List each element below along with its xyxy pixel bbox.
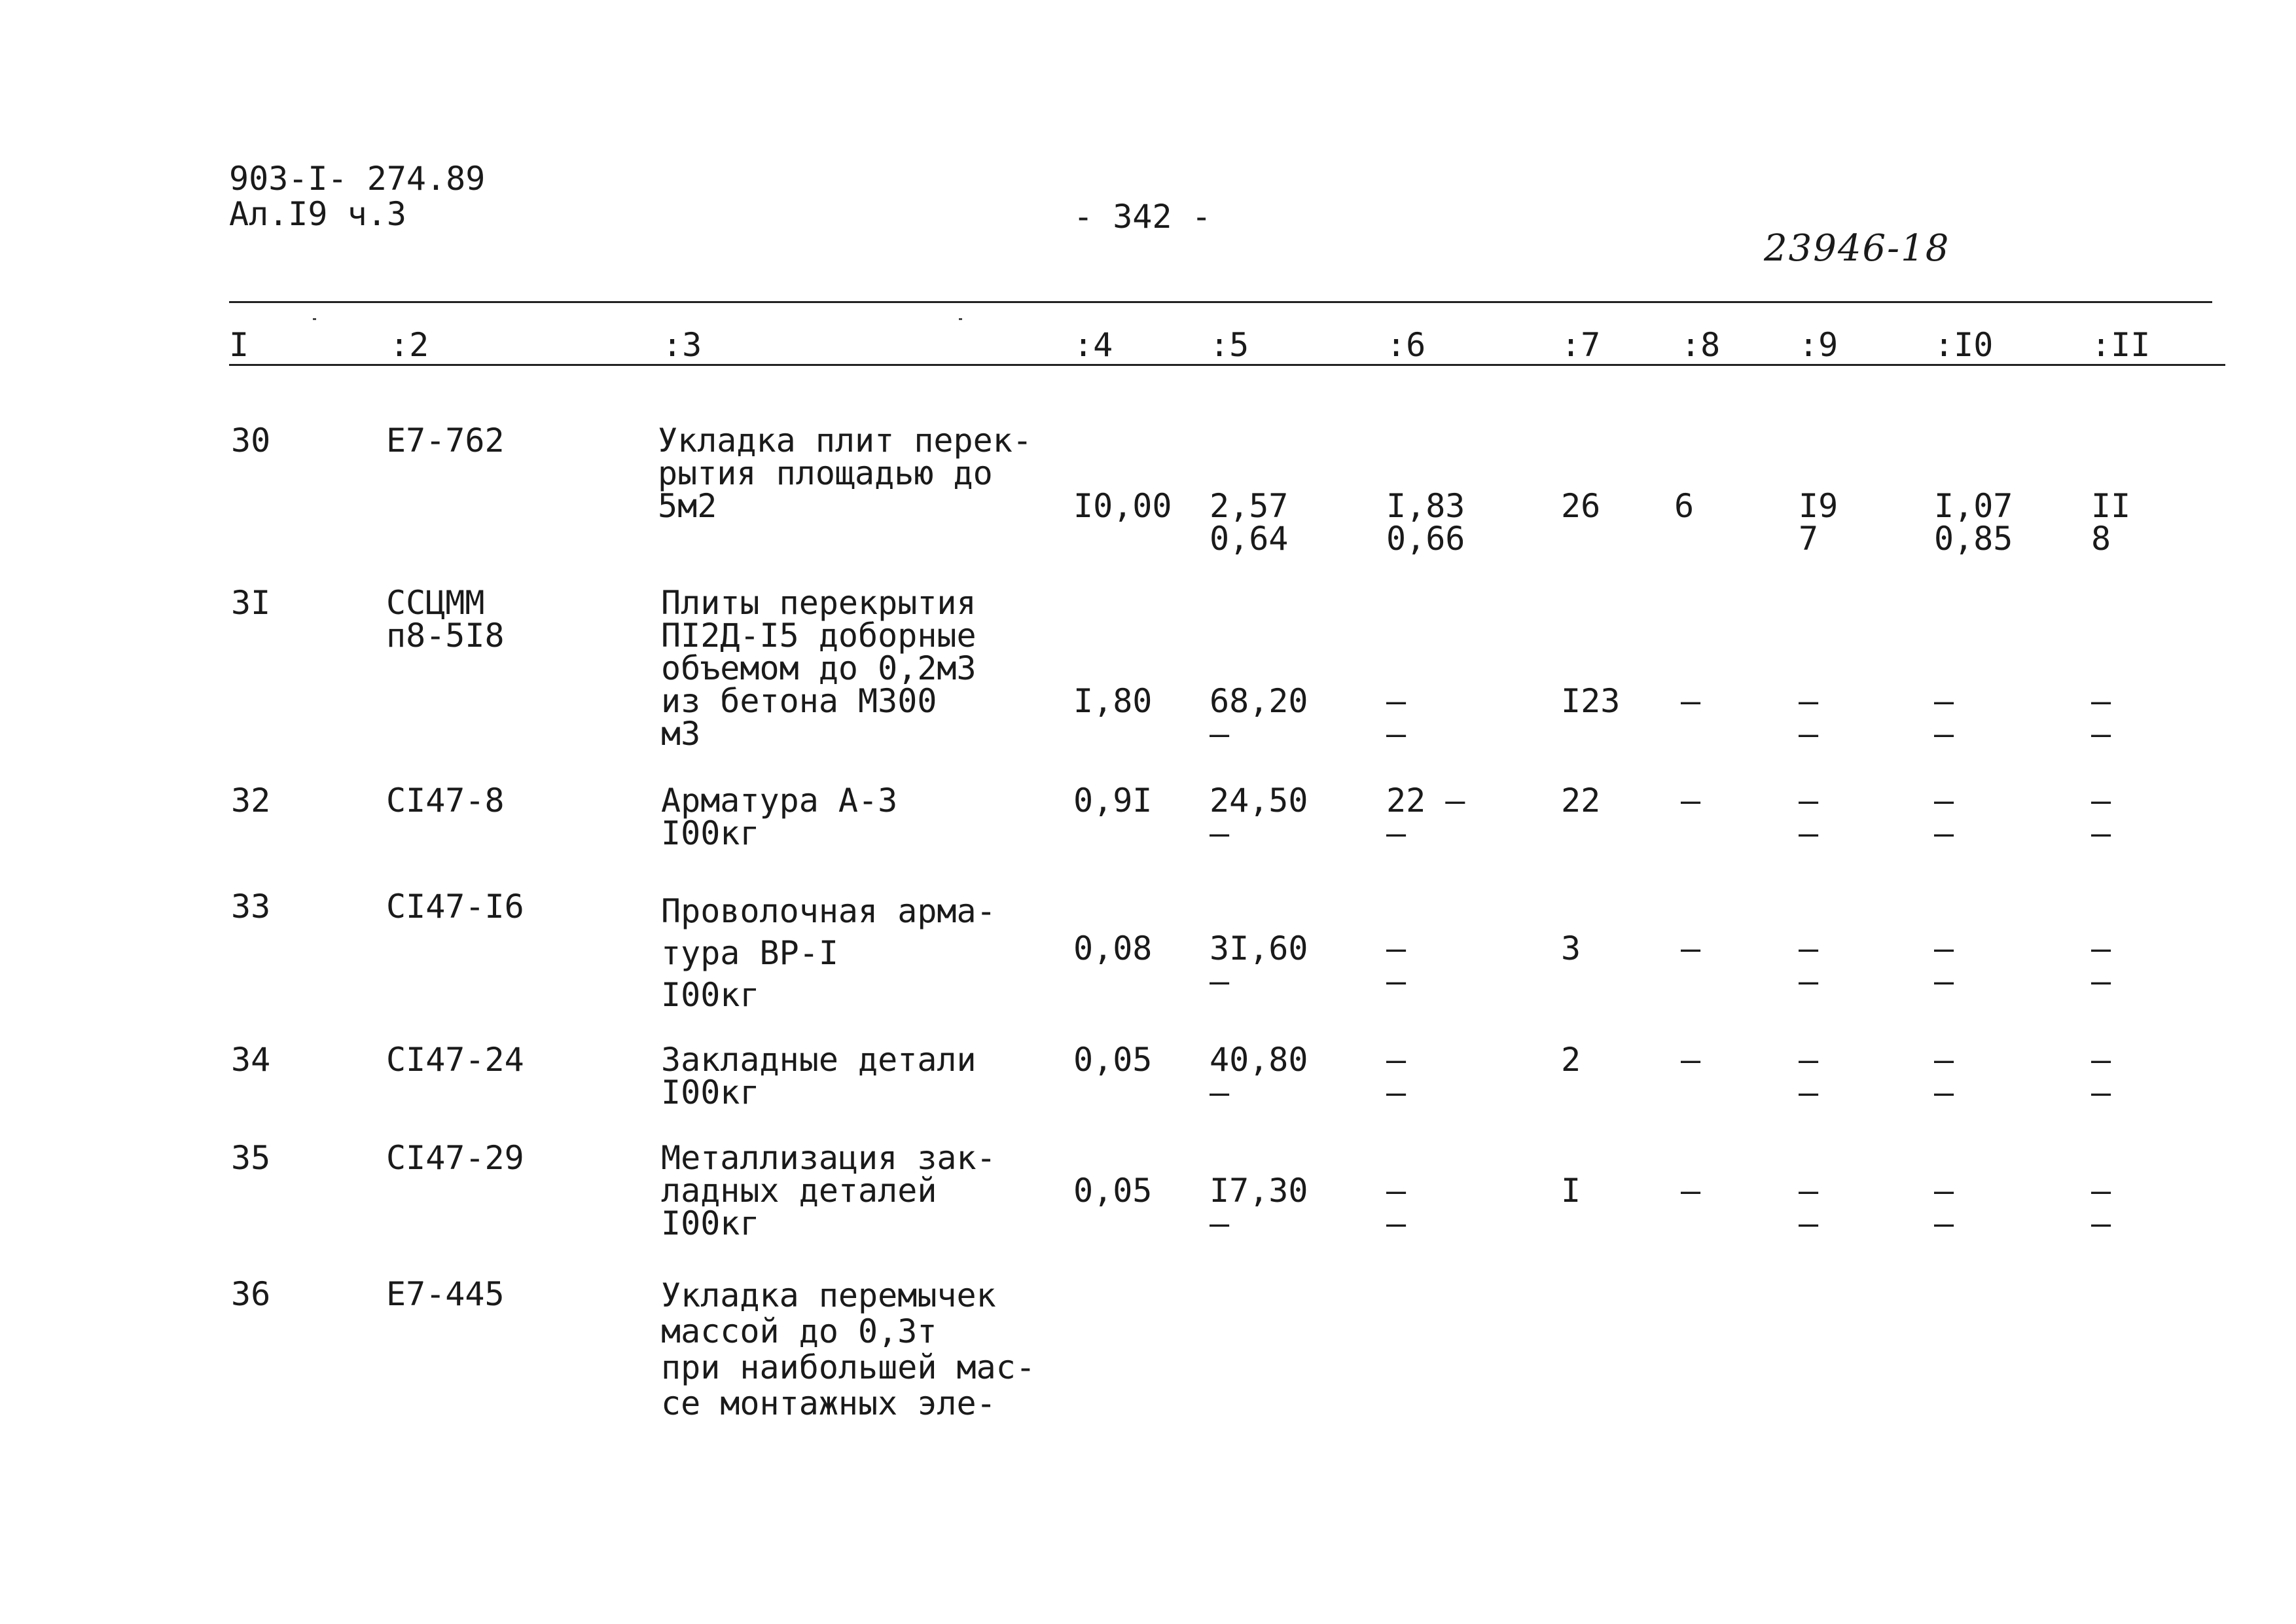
cell-col-11: – – <box>2091 1041 2111 1111</box>
column-header-5: :5 <box>1210 326 1249 364</box>
cell-col-9: – – <box>1799 1172 1819 1242</box>
scan-speck <box>313 318 316 320</box>
cell-col-8: – <box>1681 782 1701 820</box>
cell-col-9: – – <box>1799 682 1819 753</box>
row-number: 36 <box>231 1275 271 1313</box>
quantity: 0,05 <box>1073 1172 1153 1210</box>
cell-col-10: – – <box>1934 782 1954 852</box>
cell-col-8: – <box>1681 1172 1701 1210</box>
cell-col-5: 40,80 – <box>1210 1041 1308 1111</box>
quantity: 0,08 <box>1073 929 1153 967</box>
resource-code: СI47-I6 <box>386 888 524 926</box>
cell-col-8: – <box>1681 1041 1701 1079</box>
header-bottom-rule <box>229 364 2225 366</box>
cell-col-7: 22 <box>1561 782 1601 820</box>
work-description: Металлизация зак- ладных деталей I00кг <box>661 1139 996 1242</box>
row-number: 32 <box>231 782 271 820</box>
resource-code: Е7-762 <box>386 422 505 460</box>
cell-col-7: I <box>1561 1172 1581 1210</box>
cell-col-11: – – <box>2091 682 2111 753</box>
cell-col-10: I,07 0,85 <box>1934 487 2013 558</box>
cell-col-9: – – <box>1799 1041 1819 1111</box>
quantity: I0,00 <box>1073 487 1172 525</box>
column-header-6: :6 <box>1386 326 1426 364</box>
document-code: 903-I- 274.89 <box>229 160 486 198</box>
cell-col-8: – <box>1681 682 1701 720</box>
row-number: 3I <box>231 584 271 622</box>
column-header-4: :4 <box>1073 326 1113 364</box>
cell-col-8: – <box>1681 929 1701 967</box>
page-number: - 342 - <box>1073 198 1211 236</box>
sheet-reference: Ал.I9 ч.3 <box>229 195 406 233</box>
row-number: 35 <box>231 1139 271 1177</box>
cell-col-10: – – <box>1934 929 1954 1000</box>
work-description: Укладка плит перек- рытия площадью до 5м2 <box>658 422 1032 525</box>
scan-speck <box>959 318 962 320</box>
cell-col-11: – – <box>2091 782 2111 852</box>
cell-col-6: – – <box>1386 1041 1407 1111</box>
quantity: 0,9I <box>1073 782 1153 820</box>
resource-code: СI47-29 <box>386 1139 524 1177</box>
cell-col-5: 2,57 0,64 <box>1210 487 1289 558</box>
handwritten-inventory-number: 23946-18 <box>1764 227 1950 270</box>
cell-col-5: 68,20 – <box>1210 682 1308 753</box>
work-description: Закладные детали I00кг <box>661 1041 977 1111</box>
cell-col-7: 2 <box>1561 1041 1581 1079</box>
cell-col-5: 24,50 – <box>1210 782 1308 852</box>
cell-col-8: 6 <box>1674 487 1695 525</box>
cell-col-6: – – <box>1386 1172 1407 1242</box>
column-header-11: :II <box>2091 326 2151 364</box>
resource-code: СI47-8 <box>386 782 505 820</box>
cell-col-7: 26 <box>1561 487 1601 525</box>
work-description: Плиты перекрытия ПI2Д-I5 доборные объемом до 0,2м3 из бетона М300 м3 <box>661 584 977 753</box>
cell-col-7: 3 <box>1561 929 1581 967</box>
quantity: I,80 <box>1073 682 1153 720</box>
column-header-3: :3 <box>662 326 702 364</box>
cell-col-6: – – <box>1386 929 1407 1000</box>
cell-col-11: II 8 <box>2091 487 2131 558</box>
table-top-rule <box>229 301 2212 303</box>
column-header-7: :7 <box>1561 326 1601 364</box>
resource-code: СI47-24 <box>386 1041 524 1079</box>
resource-code: ССЦММ п8-5I8 <box>386 584 505 655</box>
column-header-1: I <box>229 326 249 364</box>
cell-col-7: I23 <box>1561 682 1621 720</box>
cell-col-9: I9 7 <box>1799 487 1839 558</box>
column-header-10: :I0 <box>1934 326 1994 364</box>
cell-col-9: – – <box>1799 782 1819 852</box>
cell-col-11: – – <box>2091 1172 2111 1242</box>
cell-col-10: – – <box>1934 1041 1954 1111</box>
row-number: 30 <box>231 422 271 460</box>
column-header-2: :2 <box>389 326 429 364</box>
cell-col-9: – – <box>1799 929 1819 1000</box>
work-description: Проволочная арма- тура ВР-I I00кг <box>661 892 996 1014</box>
work-description: Арматура А-3 I00кг <box>661 782 898 852</box>
row-number: 34 <box>231 1041 271 1079</box>
column-header-8: :8 <box>1681 326 1721 364</box>
resource-code: Е7-445 <box>386 1275 505 1313</box>
cell-col-5: I7,30 – <box>1210 1172 1308 1242</box>
cell-col-6: 22 – – <box>1386 782 1465 852</box>
work-description: Укладка перемычек массой до 0,3т при наибольшей мас- се монтажных эле- <box>661 1276 1035 1422</box>
cell-col-6: – – <box>1386 682 1407 753</box>
cell-col-6: I,83 0,66 <box>1386 487 1465 558</box>
cell-col-5: 3I,60 – <box>1210 929 1308 1000</box>
column-header-9: :9 <box>1799 326 1839 364</box>
cell-col-10: – – <box>1934 682 1954 753</box>
cell-col-11: – – <box>2091 929 2111 1000</box>
cell-col-10: – – <box>1934 1172 1954 1242</box>
row-number: 33 <box>231 888 271 926</box>
quantity: 0,05 <box>1073 1041 1153 1079</box>
